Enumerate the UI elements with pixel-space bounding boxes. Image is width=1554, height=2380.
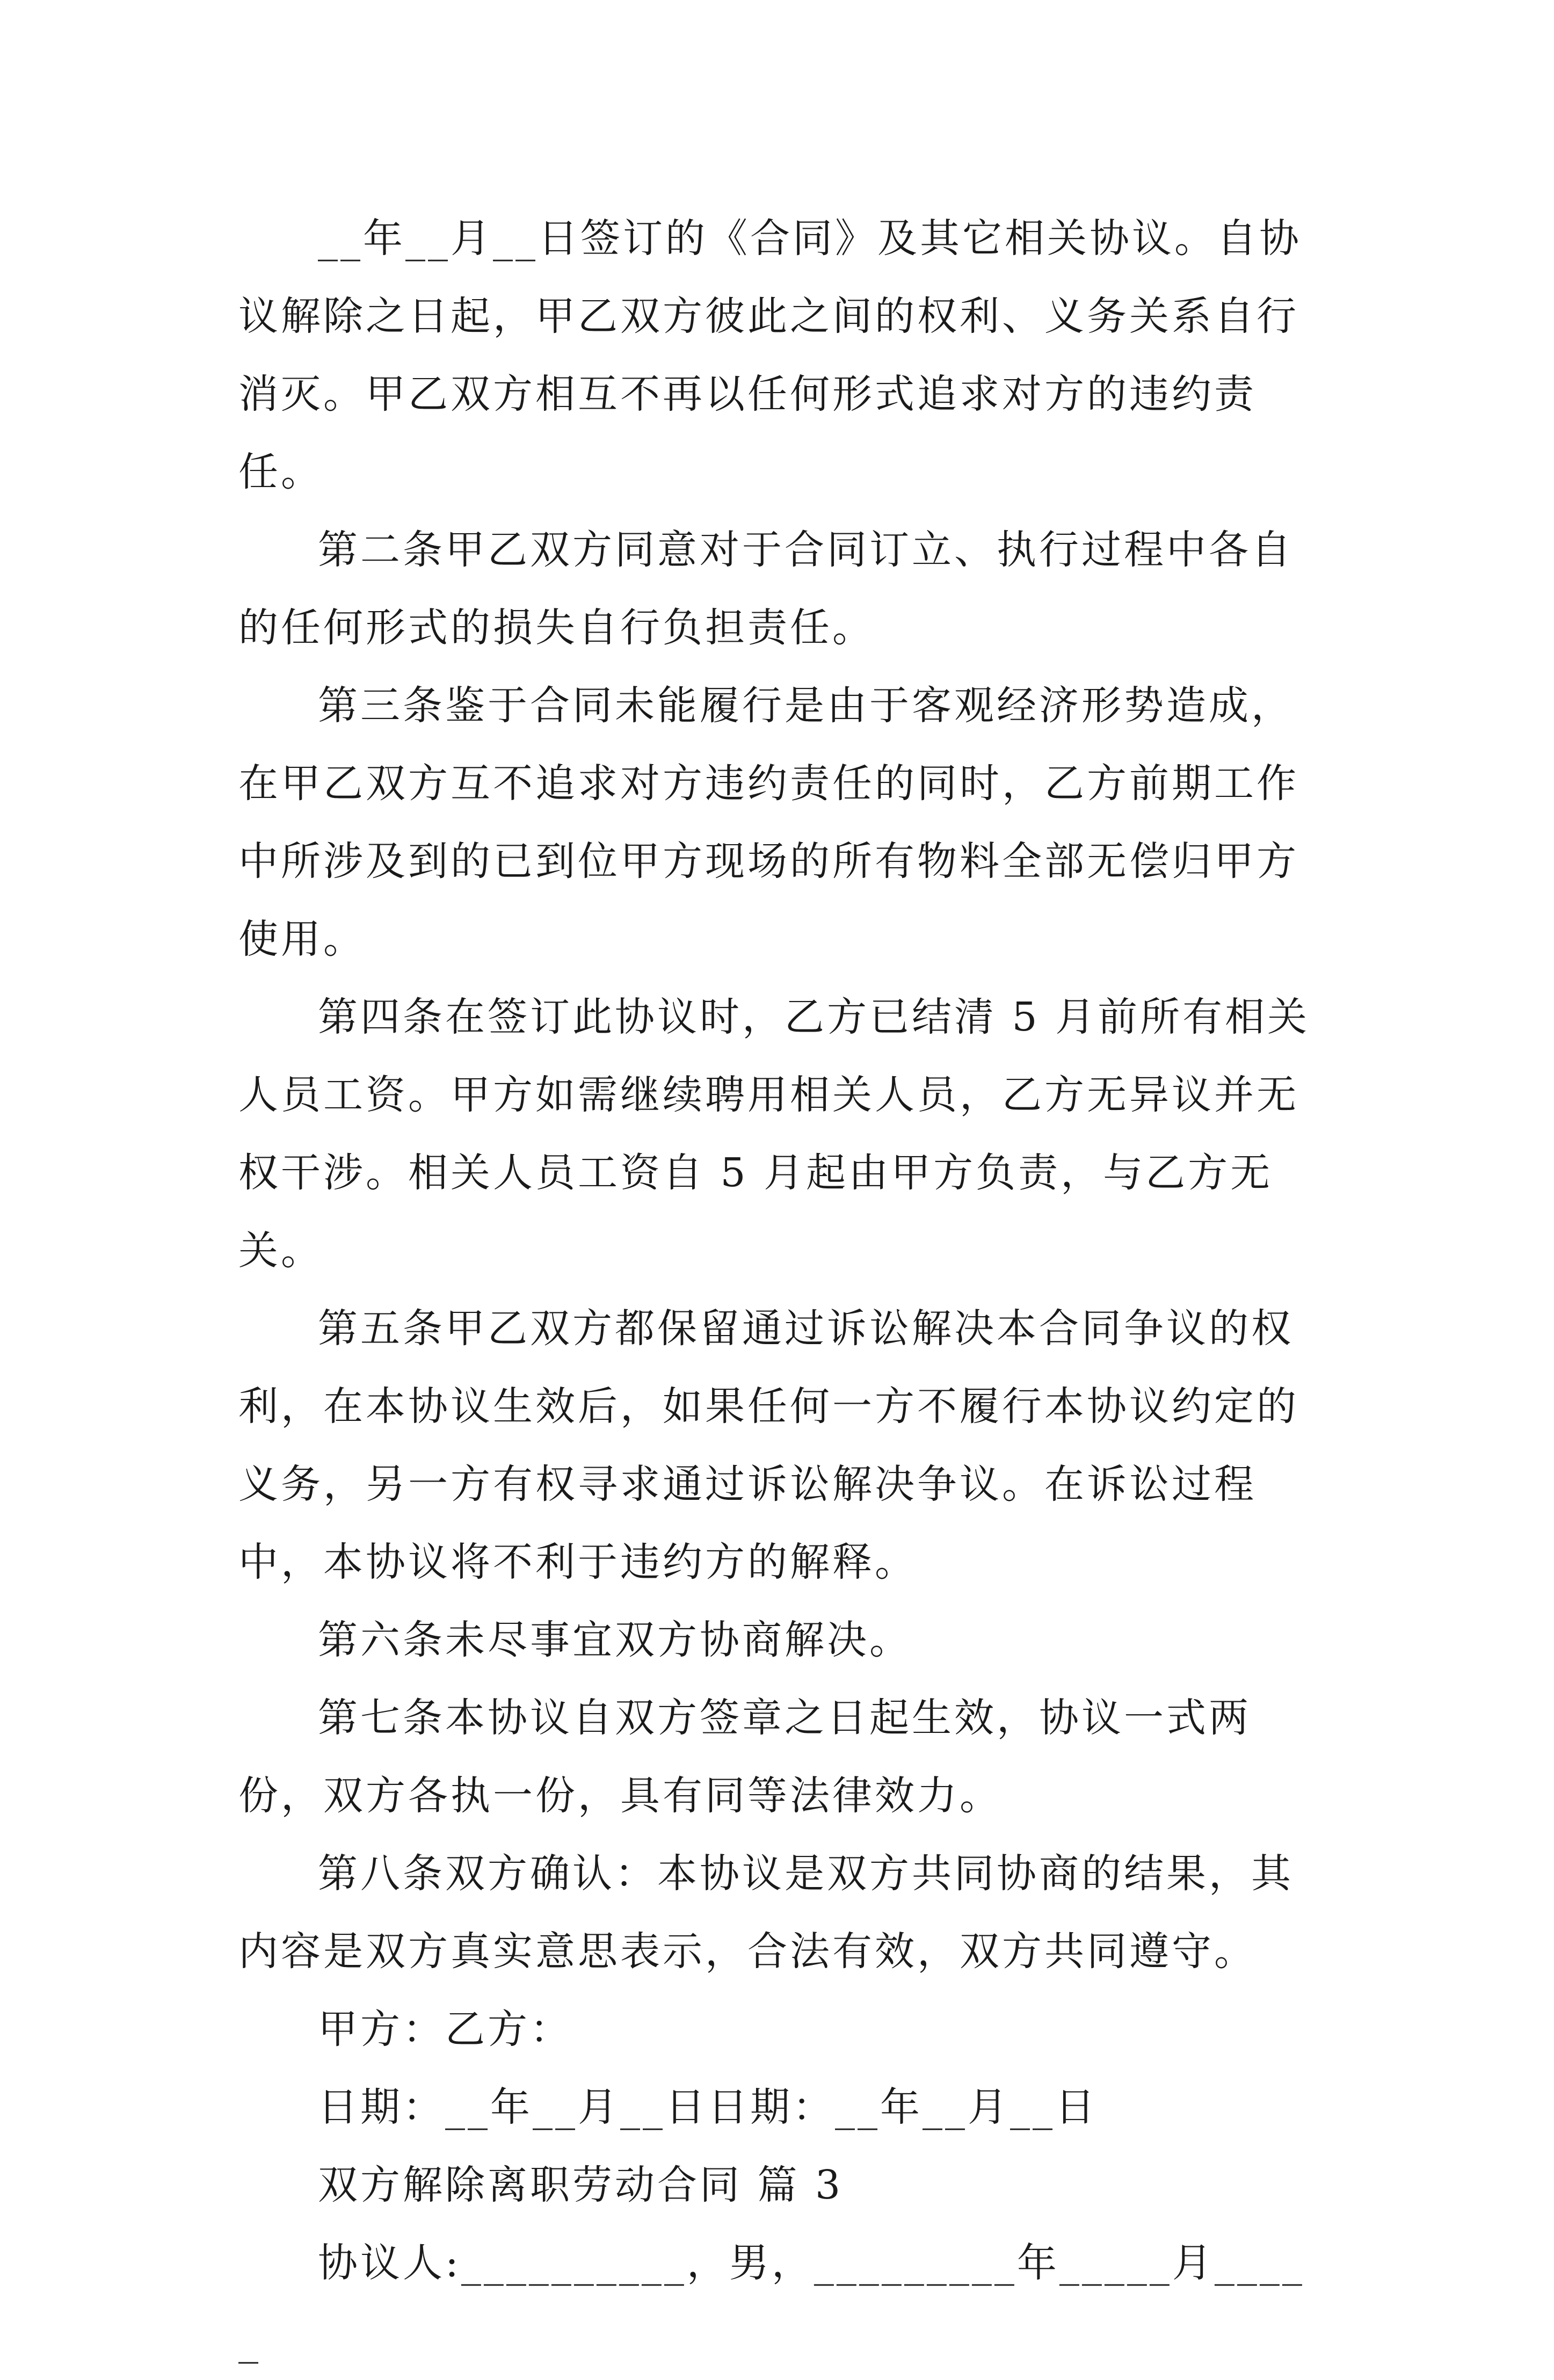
agreement-party-line: 协议人:__________，男，_________年_____月_____ [238,2240,1305,2364]
paragraph-article-8: 第八条双方确认：本协议是双方共同协商的结果，其内容是双方真实意思表示，合法有效，双方共同遵守。 [238,1851,1294,1975]
paragraph-article-5: 第五条甲乙双方都保留通过诉讼解决本合同争议的权利，在本协议生效后，如果任何一方不履行本协议约定的义务，另一方有权寻求通过诉讼解决争议。在诉讼过程中，本协议将不利于违约方的解释。 [238,1305,1299,1585]
section-heading: 双方解除离职劳动合同 篇 3 [318,2162,844,2208]
paragraph-article-7: 第七条本协议自双方签章之日起生效，协议一式两份，双方各执一份，具有同等法律效力。 [238,1695,1251,1819]
paragraph-intro: __年__月__日签订的《合同》及其它相关协议。自协议解除之日起，甲乙双方彼此之间的权利、义务关系自行消灭。甲乙双方相互不再以任何形式追求对方的违约责任。 [238,215,1302,495]
paragraph-article-2: 第二条甲乙双方同意对于合同订立、执行过程中各自的任何形式的损失自行负担责任。 [238,527,1294,651]
paragraph-article-6: 第六条未尽事宜双方协商解决。 [318,1617,912,1663]
paragraph-article-4: 第四条在签订此协议时，乙方已结清 5 月前所有相关人员工资。甲方如需继续聘用相关人员，乙方无异议并无权干涉。相关人员工资自 5 月起由甲方负责，与乙方无关。 [238,994,1310,1274]
paragraph-article-3: 第三条鉴于合同未能履行是由于客观经济形势造成，在甲乙双方互不追求对方违约责任的同时，乙方前期工作中所涉及到的已到位甲方现场的所有物料全部无偿归甲方使用。 [238,683,1299,962]
document-body [238,200,1318,2380]
signature-dates: 日期：__年__月__日日期：__年__月__日 [318,2084,1098,2130]
signature-parties: 甲方：乙方： [318,2006,572,2052]
